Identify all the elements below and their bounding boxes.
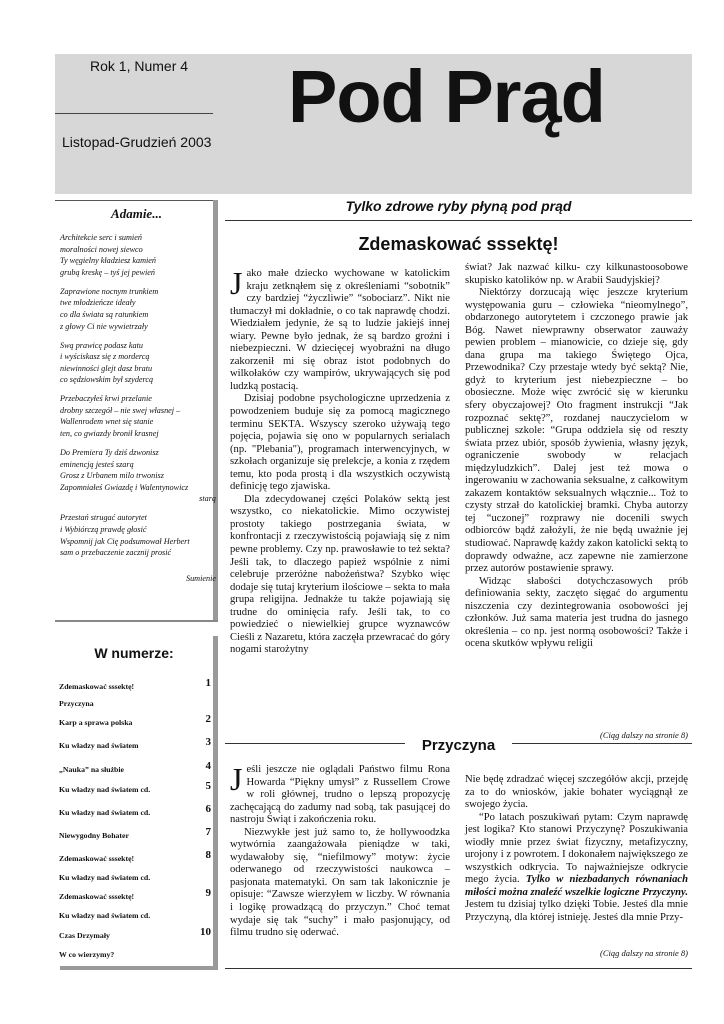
issue-number: Rok 1, Numer 4 <box>90 58 189 74</box>
toc-label: W co wierzymy? <box>59 950 115 959</box>
toc-item[interactable] <box>59 780 211 794</box>
bottom-rule <box>225 968 692 969</box>
toc-item[interactable] <box>59 950 211 959</box>
masthead-divider <box>55 113 213 114</box>
article-column <box>465 262 688 651</box>
poem-line: sam o przebaczenie zacznij prosić <box>60 548 172 558</box>
paragraph-text: Jestem tu dzisiaj tylko dzięki Tobie. Jesteś dla mnie Przyczyną, dla której istnieję. Jesteś dla mnie Przy- <box>465 899 688 924</box>
article-paragraph: Dla zdecydowanej części Polaków sektą jest wszystko, co niekatolickie. Mimo oczywistej prostoty takiego postrzegania świata, w konfrontacji z rzeczywistością pojawiają się z nim pewne problemy. Czy np. prawosławie to też sekta? Jeśli tak, to dlaczego papież wspólnie z nimi celebruje przeróżne nabożeństwa? Szybko więc dodaje się tutaj kryterium ilościowe – sekta to mała grupa religijna. Jednakże tu także pojawiają się trudne do ominięcia rafy. Jeśli tak, to co powiedzieć o niewielkiej grupce wyznawców Cieśli z Nazaretu, która zaczęła przewracać do góry nogami starożytny <box>230 493 450 656</box>
emphasized-text: Tylko w niezbadanych równaniach miłości można znaleźć wszelkie logiczne Przyczyny. <box>465 874 689 898</box>
poem-stanza <box>60 286 216 332</box>
toc-item[interactable] <box>59 760 211 774</box>
toc-label: Ku władzy nad światem cd. <box>59 808 151 817</box>
article-paragraph <box>230 265 450 393</box>
toc-item[interactable] <box>59 713 211 727</box>
toc-label: Przyczyna <box>59 699 94 708</box>
drop-cap: J <box>230 761 243 797</box>
drop-cap: J <box>230 265 243 301</box>
toc-item[interactable] <box>59 699 211 708</box>
sidebar-top-rule <box>55 200 213 201</box>
toc-page: 9 <box>205 887 211 899</box>
article-paragraph <box>465 812 688 925</box>
poem-line: moralności nowej siewco <box>60 244 143 254</box>
toc-page: 1 <box>205 677 211 689</box>
poem-line: co sędziowskim był szydercą <box>60 375 154 385</box>
toc-page: 7 <box>205 826 211 838</box>
toc-page: 3 <box>205 736 211 748</box>
paragraph-text: ako małe dziecko wychowane w katolickim kraju zetknąłem się z określeniami “sobotnik” czy bardziej “życzliwie” “sobociarz”. Nikt nie tłumaczył mi dokładnie, o co tak naprawdę chodzi. Wiedziałem jedynie, że są to ludzie jakiejś innej wiary. Pewne było jednak, że są bardzo groźni i niebezpieczni. W dziecięcej wyobraźni na długo zakorzenił mi się obraz istot podobnych do wilkołaków czy wampirów, ukrywających się pod ludzką postacią. <box>230 268 450 392</box>
toc-page: 6 <box>205 803 211 815</box>
toc-label: „Nauka” na służbie <box>59 765 124 774</box>
poem-line: z głowy Ci nie wywietrzały <box>60 321 148 331</box>
poem-line: Swą prawicę podasz katu <box>60 340 144 350</box>
toc-title: W numerze: <box>94 645 174 661</box>
toc-label: Zdemaskować sssektę! <box>59 854 135 863</box>
poem-line: Przebaczyłeś krwi przelanie <box>60 394 152 404</box>
poem-line: Ty węgielny kładziesz kamień <box>60 256 157 266</box>
poem-line: Grosz z Urbanem milo trwonisz <box>60 471 164 481</box>
poem-line: Zaprawione nocnym trunkiem <box>60 286 159 296</box>
poem-line: Do Premiera Ty dziś dzwonisz <box>60 448 159 458</box>
toc-item[interactable] <box>59 887 211 901</box>
toc-item[interactable] <box>59 677 211 691</box>
toc-label: Zdemaskować sssektę! <box>59 892 135 901</box>
paragraph-text: eśli jeszcze nie oglądali Państwo filmu Rona Howarda “Piękny umysł” z Russellem Crowe w roli głównej, trudno o lepszą propozycję zachęcającą do zadumy nad sobą, tak pasującej do nastroju Świąt i zakończenia roku. <box>230 764 450 826</box>
toc-page: 10 <box>200 926 211 938</box>
poem-stanza <box>60 447 216 505</box>
toc-label: Niewygodny Bohater <box>59 831 129 840</box>
poem-body <box>60 232 216 592</box>
continued-note: (Ciąg dalszy na stronie 8) <box>600 948 688 958</box>
toc-item[interactable] <box>59 736 211 750</box>
continued-note: (Ciąg dalszy na stronie 8) <box>600 730 688 740</box>
poem-line: twe młodzieńcze ideały <box>60 298 136 308</box>
toc-page: 2 <box>205 713 211 725</box>
poem-line: Wspomnij jak Cię podsumował Herbert <box>60 536 190 546</box>
article-column <box>465 774 688 925</box>
poem-stanza <box>60 512 216 558</box>
article-title: Przyczyna <box>405 737 512 754</box>
article-paragraph <box>230 761 450 827</box>
poem-line: niewinności glejt dasz bratu <box>60 363 153 373</box>
toc-label: Zdemaskować sssektę! <box>59 682 135 691</box>
poem-line: ten, co gwiazdy bronił krasnej <box>60 429 159 439</box>
toc-item[interactable] <box>59 873 211 882</box>
article-paragraph: Widząc słabości dotychczasowych prób definiowania sekty, zaczęto sięgać do argumentu niszczenia czy dezintegrowania osobowości jej członków. Już sama materia jest trudna do jasnego określenia – co np. jest normą osobowości? Także i ocena skutków wpływu religii <box>465 575 688 650</box>
poem-line: Przestań strugać autorytet <box>60 513 147 523</box>
poem-stanza <box>60 393 216 439</box>
tagline: Tylko zdrowe ryby płyną pod prąd <box>345 198 572 214</box>
article-paragraph: Niektórzy dorzucają więc jeszcze kryterium występowania guru – człowieka “nieomylnego”, obdarzonego autorytetem i czczonego prawie jak Bóg. Nawet niewprawny obserwator zauważy pewien problem – mianowicie, co dzieje się, gdy dana grupa ma takiego Świętego Ojca, Przewodnika? Czy przestaje wtedy być sektą? Nie, gdyż to kryterium jest niebezpieczne – bo obosieczne. Może więc zwrócić się w kierunku sfery obyczajowej? Oto fragment instrukcji “Jak rozpoznać sektę?”, rozdanej nauczycielom w publicznej szkole: “Grupa oddziela się od reszty świata przez ubiór, sposób żywienia, własny język, ograniczenie swobody w relacjach międzyludzkich”. Dalej jest też mowa o ingerowaniu w zachowania seksualne, z całkowitym zakazem kontaktów seksualnych włącznie... Toż to czysty strzał do katolickiej bramki. Chyba autorzy tej “uczonej” rozprawy nie docenili swych odbiorców bądź założyli, że nie będą uważnie jej studiować. Naprawdę każdy zakon katolicki sektą to doprawdy odważne, acz zapewne nie zamierzone przez autorów postawienie sprawy. <box>465 287 688 575</box>
toc-shadow-right <box>213 636 218 968</box>
poem-line: grubą kreskę – tyś jej pewień <box>60 267 155 277</box>
poem-line: Wallenrodem wnet się stanie <box>60 417 154 427</box>
toc-page: 4 <box>205 760 211 772</box>
poem-line: co dla świata są ratunkiem <box>60 309 149 319</box>
article-paragraph: Dzisiaj podobne psychologiczne uprzedzenia z powodzeniem buduje się za pomocą magicznego terminu SEKTA. Wszyscy szeroko używają tego pojęcia, pojawia się ono w popularnych serialach (np. "Plebania"), programach interwencyjnych, w szkołach organizuje się prelekcje, a konia z rzędem temu, kto poda prostą i dla wszystkich oczywistą definicję tego zjawiska. <box>230 393 450 493</box>
poem-line: starą <box>199 494 216 504</box>
article-column <box>230 265 450 657</box>
poem-stanza <box>60 340 216 386</box>
issue-date: Listopad-Grudzień 2003 <box>62 134 212 150</box>
toc-label: Ku władzy nad światem cd. <box>59 873 151 882</box>
tagline-rule <box>225 220 692 221</box>
toc-page: 8 <box>205 849 211 861</box>
poem-line: i wyściskasz się z mordercą <box>60 352 150 362</box>
toc-label: Czas Drzymały <box>59 931 110 940</box>
paragraph-text: “Po latach poszukiwań pytam: Czym naprawdę jest logika? Kto stanowi Przyczynę? Poszukiwania wiodły mnie przez świat fizyczny, metafizyczny, urojony i z powrotem. I dokonałem największego ze wszystkich odkrycia. To najważniejsze odkrycie mego życia. <box>465 811 688 886</box>
poem-line: Architekcie serc i sumień <box>60 233 142 242</box>
article-paragraph: świat? Jak nazwać kilku- czy kilkunastoosobowe skupisko katolików np. w Arabii Saudyjskiej? <box>465 262 688 286</box>
toc-page: 5 <box>205 780 211 792</box>
toc-label: Ku władzy nad światem <box>59 741 139 750</box>
poem-stanza <box>60 232 216 278</box>
toc-label: Ku władzy nad światem cd. <box>59 911 151 920</box>
article-paragraph: Nie będę zdradzać więcej szczegółów akcji, przejdę za to do wniosków, jakie bohater wyciągnął ze swojego życia. <box>465 774 688 811</box>
toc-label: Karp a sprawa polska <box>59 718 133 727</box>
article-column <box>230 761 450 940</box>
poem-line: Zapomniałeś Gwiazdę i Walentynowicz <box>60 482 189 492</box>
toc-item[interactable] <box>59 826 211 840</box>
poem-line: drobny szczegół – nie swej własnej – <box>60 405 181 415</box>
toc-label: Ku władzy nad światem cd. <box>59 785 151 794</box>
article-paragraph: Niezwykłe jest już samo to, że hollywoodzka wytwórnia zaangażowała pieniądze w taki, wydawałoby się, “niefilmowy” motyw: życie oderwanego od rzeczywistości naukowca – pasjonata matematyki. On sam tak lakonicznie je opisuje: “Zawsze wierzyłem w liczby. W równania i logikę prowadzącą do przyczyn.” Choć temat wydaje się tak “suchy” i mało pasjonujący, od filmu trudno się oderwać. <box>230 826 450 939</box>
article-title: Zdemaskować sssektę! <box>358 234 559 254</box>
sidebar-bottom-rule <box>55 620 218 622</box>
toc-item[interactable] <box>59 926 211 940</box>
poem-signature: Sumienie <box>185 573 216 583</box>
poem-line: eminencją jesteś szarą <box>60 459 134 469</box>
newspaper-title: Pod Prąd <box>288 55 605 138</box>
toc-item[interactable] <box>59 803 211 817</box>
poem-line: i Wybiórczą prawdę głosić <box>60 525 147 535</box>
toc-item[interactable] <box>59 911 211 920</box>
toc-item[interactable] <box>59 849 211 863</box>
poem-title: Adamie... <box>111 206 162 221</box>
toc-shadow-bottom <box>60 966 218 970</box>
